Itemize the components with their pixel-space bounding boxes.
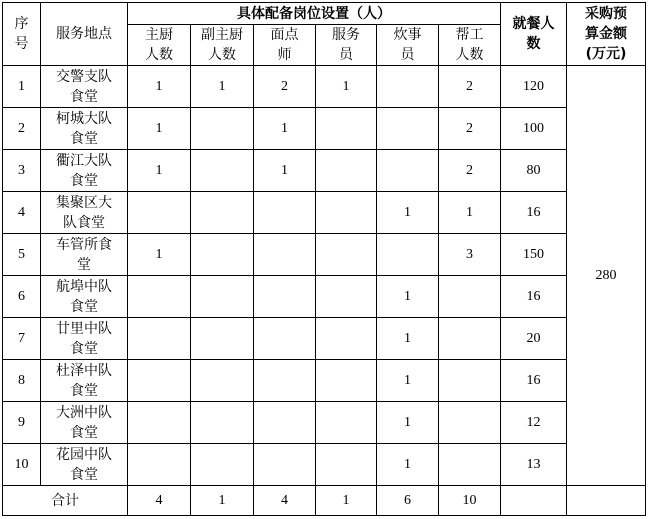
total-diners <box>501 486 567 516</box>
cell-count <box>254 192 316 234</box>
cell-count <box>439 360 501 402</box>
cell-count: 1 <box>377 402 439 444</box>
cell-count: 1 <box>377 318 439 360</box>
header-diners: 就餐人 数 <box>501 3 567 66</box>
cell-count <box>316 234 377 276</box>
cell-count <box>316 318 377 360</box>
cell-diners: 16 <box>501 276 567 318</box>
total-count: 4 <box>254 486 316 516</box>
header-sub: 炊事 员 <box>377 25 439 66</box>
table-row <box>3 150 646 192</box>
cell-diners: 120 <box>501 66 567 108</box>
cell-count <box>316 444 377 486</box>
cell-count: 1 <box>377 360 439 402</box>
total-count: 1 <box>191 486 254 516</box>
cell-count <box>316 360 377 402</box>
cell-diners: 13 <box>501 444 567 486</box>
cell-count <box>377 108 439 150</box>
cell-place: 大洲中队 食堂 <box>41 402 128 444</box>
table-row <box>3 360 646 402</box>
cell-count <box>316 192 377 234</box>
cell-count: 3 <box>439 234 501 276</box>
cell-diners: 100 <box>501 108 567 150</box>
cell-place: 廿里中队 食堂 <box>41 318 128 360</box>
table-row <box>3 66 646 108</box>
table-row <box>3 318 646 360</box>
total-count: 6 <box>377 486 439 516</box>
cell-seq: 8 <box>3 360 41 402</box>
header-place: 服务地点 <box>41 3 128 66</box>
header-sub: 面点 师 <box>254 25 316 66</box>
cell-place: 航埠中队 食堂 <box>41 276 128 318</box>
table-row <box>3 444 646 486</box>
cell-count <box>316 276 377 318</box>
cell-place: 柯城大队 食堂 <box>41 108 128 150</box>
cell-count: 1 <box>254 150 316 192</box>
cell-count: 2 <box>439 150 501 192</box>
cell-count <box>254 360 316 402</box>
cell-place: 集聚区大 队食堂 <box>41 192 128 234</box>
cell-count: 2 <box>254 66 316 108</box>
cell-count <box>439 318 501 360</box>
total-row <box>3 486 646 516</box>
cell-count <box>191 402 254 444</box>
cell-count <box>316 150 377 192</box>
cell-count <box>254 276 316 318</box>
cell-seq: 9 <box>3 402 41 444</box>
cell-count <box>128 276 191 318</box>
cell-count: 1 <box>128 108 191 150</box>
header-sub: 主厨 人数 <box>128 25 191 66</box>
total-count: 10 <box>439 486 501 516</box>
cell-count: 1 <box>128 150 191 192</box>
cell-seq: 6 <box>3 276 41 318</box>
cell-count <box>377 66 439 108</box>
cell-count <box>128 318 191 360</box>
cell-count <box>128 402 191 444</box>
cell-count <box>377 150 439 192</box>
cell-count <box>191 444 254 486</box>
header-row-1 <box>3 3 646 25</box>
header-budget: 采购预 算金额 (万元) <box>567 3 646 66</box>
cell-seq: 1 <box>3 66 41 108</box>
cell-count <box>316 402 377 444</box>
total-label: 合计 <box>3 486 128 516</box>
header-group: 具体配备岗位设置（人） <box>128 3 501 25</box>
cell-seq: 2 <box>3 108 41 150</box>
cell-place: 杜泽中队 食堂 <box>41 360 128 402</box>
cell-seq: 7 <box>3 318 41 360</box>
cell-count <box>191 360 254 402</box>
header-sub: 帮工 人数 <box>439 25 501 66</box>
cell-diners: 16 <box>501 192 567 234</box>
cell-count <box>191 276 254 318</box>
cell-count <box>254 234 316 276</box>
cell-count <box>254 318 316 360</box>
cell-count <box>128 192 191 234</box>
cell-place: 车管所食 堂 <box>41 234 128 276</box>
cell-count: 1 <box>128 234 191 276</box>
table-row <box>3 402 646 444</box>
cell-count <box>439 402 501 444</box>
cell-count <box>439 276 501 318</box>
header-sub: 服务 员 <box>316 25 377 66</box>
total-count: 1 <box>316 486 377 516</box>
cell-count: 1 <box>377 192 439 234</box>
cell-seq: 5 <box>3 234 41 276</box>
cell-count <box>316 108 377 150</box>
cell-count: 2 <box>439 108 501 150</box>
cell-count: 1 <box>377 276 439 318</box>
cell-place: 花园中队 食堂 <box>41 444 128 486</box>
header-sub: 副主厨 人数 <box>191 25 254 66</box>
cell-count: 1 <box>254 108 316 150</box>
cell-count <box>128 444 191 486</box>
table-row <box>3 108 646 150</box>
cell-count: 1 <box>128 66 191 108</box>
cell-diners: 12 <box>501 402 567 444</box>
cell-diners: 80 <box>501 150 567 192</box>
total-budget <box>567 486 646 516</box>
header-seq: 序 号 <box>3 3 41 66</box>
cell-count <box>254 444 316 486</box>
cell-diners: 16 <box>501 360 567 402</box>
cell-diners: 20 <box>501 318 567 360</box>
staffing-table <box>2 2 646 516</box>
cell-seq: 10 <box>3 444 41 486</box>
cell-count <box>191 108 254 150</box>
total-count: 4 <box>128 486 191 516</box>
table-row <box>3 276 646 318</box>
cell-seq: 3 <box>3 150 41 192</box>
cell-count <box>191 234 254 276</box>
table-row <box>3 192 646 234</box>
cell-count: 1 <box>191 66 254 108</box>
cell-count <box>439 444 501 486</box>
table-row <box>3 234 646 276</box>
cell-place: 交警支队 食堂 <box>41 66 128 108</box>
cell-count <box>191 150 254 192</box>
cell-diners: 150 <box>501 234 567 276</box>
cell-count <box>128 360 191 402</box>
cell-count <box>254 402 316 444</box>
cell-count: 1 <box>316 66 377 108</box>
cell-count: 1 <box>377 444 439 486</box>
cell-place: 衢江大队 食堂 <box>41 150 128 192</box>
cell-seq: 4 <box>3 192 41 234</box>
cell-count <box>191 318 254 360</box>
cell-budget: 280 <box>567 66 646 486</box>
cell-count <box>191 192 254 234</box>
cell-count: 1 <box>439 192 501 234</box>
cell-count: 2 <box>439 66 501 108</box>
cell-count <box>377 234 439 276</box>
